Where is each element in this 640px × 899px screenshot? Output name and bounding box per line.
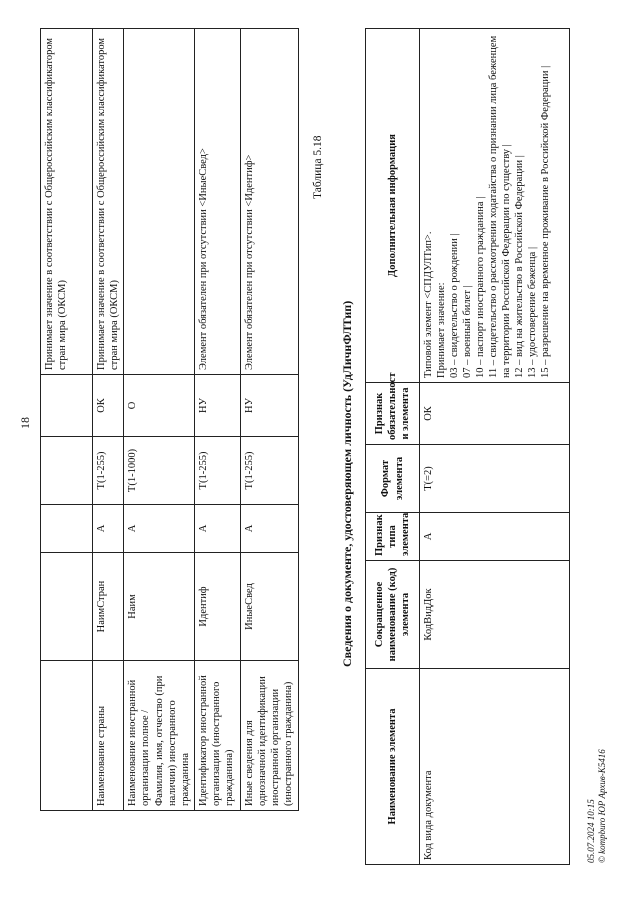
element-name-cell: Иные сведения для однозначной идентификации иностранной организации (иностранного гражданина) — [240, 661, 298, 811]
element-type-cell: А — [124, 505, 195, 553]
info-line: Типовой элемент <СПДУЛТип>. — [423, 231, 434, 378]
info-line: 03 – свидетельство о рождении | — [449, 233, 461, 378]
table-row — [194, 29, 240, 811]
info-line: 12 – вид на жительство в Российской Федерации | — [514, 155, 526, 378]
continuation-table — [40, 28, 299, 811]
table-title: Сведения о документе, удостоверяющем личность (УдЛичнФЛТип) — [340, 300, 354, 667]
element-type-cell: А — [194, 505, 240, 553]
info-cell: Принимает значение в соответствии с Общероссийским классификатором стран мира (ОКСМ) — [41, 29, 93, 375]
table-row — [41, 29, 93, 811]
info-line: 10 – паспорт иностранного гражданина | — [475, 196, 487, 378]
element-code-cell: НаимСтран — [93, 553, 124, 661]
page-number: 18 — [18, 417, 32, 429]
element-req-cell: НУ — [240, 375, 298, 437]
info-cell — [420, 29, 570, 383]
element-format-cell: Т(1-255) — [194, 437, 240, 505]
info-cell — [124, 29, 195, 375]
column-header: Сокращенное наименование (код) элемента — [366, 561, 420, 669]
element-name-cell: Код вида документа — [420, 669, 570, 865]
print-footer — [586, 749, 608, 863]
element-req-cell: О — [124, 375, 195, 437]
column-header: Признак типа элемента — [366, 513, 420, 561]
info-cell: Принимает значение в соответствии с Общероссийским классификатором стран мира (ОКСМ) — [93, 29, 124, 375]
element-code-cell: КодВидДок — [420, 561, 570, 669]
table-number: Таблица 5.18 — [312, 135, 324, 199]
info-line: Принимает значение: — [436, 282, 448, 378]
element-code-cell: Наим — [124, 553, 195, 661]
table-row — [420, 29, 570, 865]
element-name-cell: Идентификатор иностранной организации (иностранного гражданина) — [194, 661, 240, 811]
info-line: 07 – военный билет | — [462, 285, 474, 378]
element-code-cell: ИныеСвед — [240, 553, 298, 661]
column-header: Формат элемента — [366, 445, 420, 513]
info-line: 11 – свидетельство о рассмотрении ходатайства о признании лица беженцем на территории Российской Федерации по существу | — [488, 35, 513, 378]
table-row — [240, 29, 298, 811]
element-req-cell: ОК — [420, 383, 570, 445]
element-type-cell: А — [240, 505, 298, 553]
element-format-cell: Т(1-255) — [93, 437, 124, 505]
element-format-cell: Т(1-1000) — [124, 437, 195, 505]
element-format-cell: Т(=2) — [420, 445, 570, 513]
element-name-cell: Наименование страны — [93, 661, 124, 811]
element-code-cell: Идентиф — [194, 553, 240, 661]
element-type-cell: А — [93, 505, 124, 553]
table-header-row — [366, 29, 420, 865]
footer-timestamp: 05.07.2024 10:15 — [586, 799, 596, 863]
footer-source: © kompburo ЮР Архив-К5416 — [596, 749, 607, 863]
element-req-cell: ОК — [93, 375, 124, 437]
info-cell: Элемент обязателен при отсутствии <ИныеСвед> — [194, 29, 240, 375]
info-line: 15 – разрешение на временное проживание в Российской Федерации | — [540, 65, 552, 378]
info-cell: Элемент обязателен при отсутствии <Идентиф> — [240, 29, 298, 375]
table-row — [124, 29, 195, 811]
element-req-cell: НУ — [194, 375, 240, 437]
column-header: Дополнительная информация — [366, 29, 420, 383]
element-name-cell: Наименование иностранной организации полное / Фамилия, имя, отчество (при наличии) иностранного гражданина — [124, 661, 195, 811]
table-row — [93, 29, 124, 811]
column-header: Признак обязательност и элемента — [366, 383, 420, 445]
element-format-cell: Т(1-255) — [240, 437, 298, 505]
element-type-cell: А — [420, 513, 570, 561]
info-line: 13 – удостоверение беженца | — [527, 246, 539, 378]
column-header: Наименование элемента — [366, 669, 420, 865]
document-info-table — [365, 28, 570, 865]
